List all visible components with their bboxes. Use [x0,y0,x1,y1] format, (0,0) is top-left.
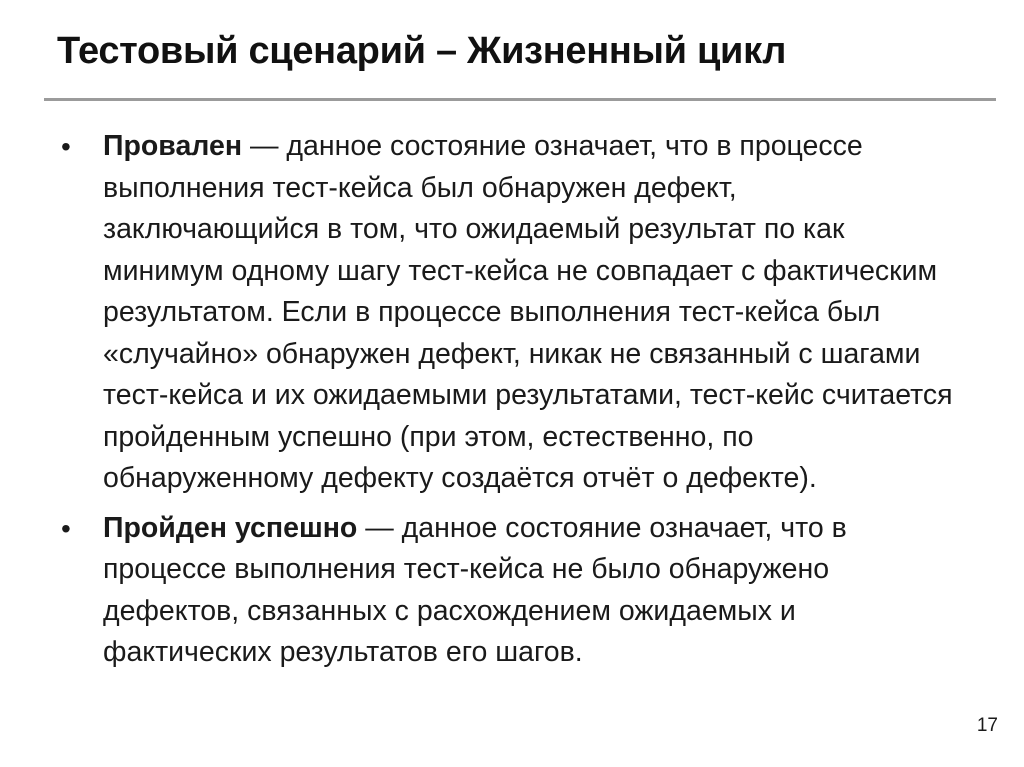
bullet-item-passed [57,508,957,674]
bullet-text-failed: — данное состояние означает, что в процессе выполнения тест-кейса был обнаружен дефект, заключающийся в том, что ожидаемый результат по как минимум одному шагу тест-кейса не совпадает с фактическим результатом. Если в процессе выполнения тест-кейса был «случайно» обнаружен дефект, никак не связанный с шагами тест-кейса и их ожидаемыми результатами, тест-кейс считается пройденным успешно (при этом, естественно, по обнаруженному дефекту создаётся отчёт о дефекте). [103,130,953,494]
title-divider [44,98,996,101]
bullet-term-passed: Пройден успешно [103,511,358,544]
slide-title: Тестовый сценарий – Жизненный цикл [57,30,787,72]
bullet-list [57,126,957,682]
bullet-term-failed: Провален [103,130,243,162]
bullet-item-failed [57,126,957,500]
bullet-marker: • [61,131,71,162]
page-number: 17 [976,715,998,736]
bullet-text-passed: — данное состояние означает, что в процессе выполнения тест-кейса не было обнаружено дефектов, связанных с расхождением ожидаемых и фактических результатов его шагов. [103,511,847,668]
bullet-marker: • [61,512,71,544]
